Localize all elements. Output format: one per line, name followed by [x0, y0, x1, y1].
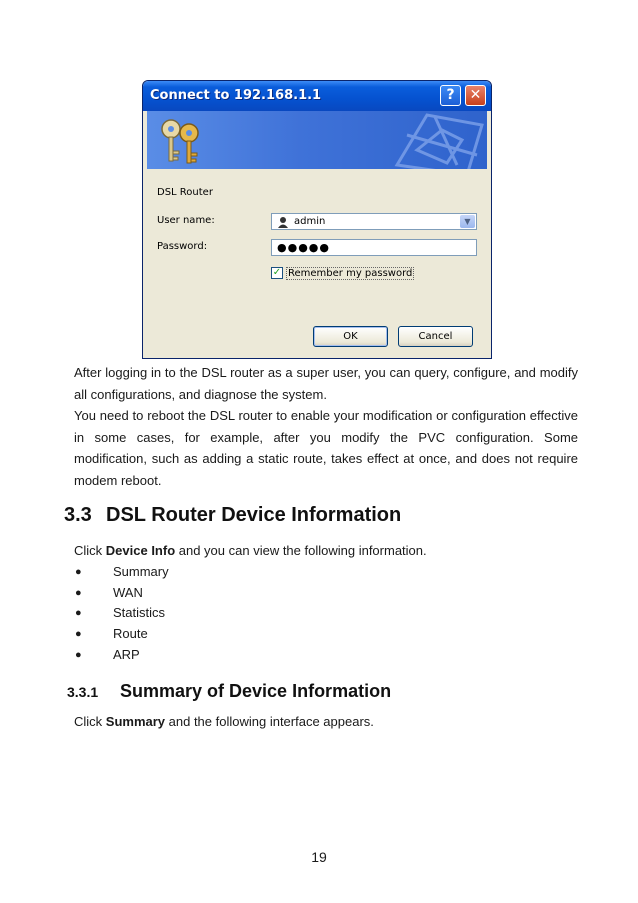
- summary-term: Summary: [105, 714, 166, 729]
- subsection-title: Summary of Device Information: [120, 681, 392, 701]
- subsection-number: 3.3.1: [67, 684, 99, 700]
- help-button[interactable]: ?: [440, 85, 461, 106]
- bullet-icon: ●: [75, 566, 82, 578]
- router-realm-label: DSL Router: [157, 187, 213, 198]
- section-intro: Click Device Info and you can view the following information.: [74, 543, 427, 558]
- subsection-intro: Click Summary and the following interface appears.: [74, 714, 374, 729]
- bullet-icon: ●: [75, 586, 82, 599]
- password-label: Password:: [157, 241, 208, 252]
- paragraph-login-info: After logging in to the DSL router as a super user, you can query, configure, and modify all configurations, and diagnose the system.: [74, 365, 578, 402]
- ok-button[interactable]: OK: [313, 326, 388, 347]
- username-label: User name:: [157, 215, 215, 226]
- dialog-titlebar: [143, 81, 491, 111]
- username-field[interactable]: [271, 213, 477, 230]
- page-number: 19: [311, 849, 327, 865]
- keys-icon: [155, 115, 207, 167]
- subsection-heading: [67, 681, 391, 702]
- login-dialog: [142, 80, 492, 359]
- banner-decoration-icon: [387, 111, 487, 169]
- paragraph-reboot-info: You need to reboot the DSL router to enable your modification or configuration effective in some cases, for example, after you modify the PVC configuration. Some modification, such as adding a static route, takes effect at once, and does not require modem reboot.: [74, 408, 578, 488]
- device-info-term: Device Info: [105, 543, 176, 558]
- cancel-button[interactable]: Cancel: [398, 326, 473, 347]
- dialog-title: Connect to 192.168.1.1: [150, 88, 322, 103]
- password-value: ●●●●●: [277, 241, 330, 254]
- section-heading: [64, 504, 401, 527]
- password-field[interactable]: [271, 239, 477, 256]
- remember-password-checkbox[interactable]: ✓: [272, 267, 282, 278]
- bullet-icon: ●: [75, 648, 82, 661]
- chevron-down-icon[interactable]: ▼: [460, 215, 475, 228]
- dialog-banner: [147, 111, 487, 169]
- section-number: 3.3: [64, 504, 92, 526]
- remember-password-label[interactable]: Remember my password: [288, 268, 413, 279]
- bullet-icon: ●: [75, 607, 82, 620]
- username-value: admin: [294, 216, 326, 227]
- close-button[interactable]: ✕: [465, 85, 486, 106]
- section-title: DSL Router Device Information: [106, 504, 402, 526]
- user-icon: [277, 216, 289, 228]
- bullet-icon: ●: [75, 628, 82, 641]
